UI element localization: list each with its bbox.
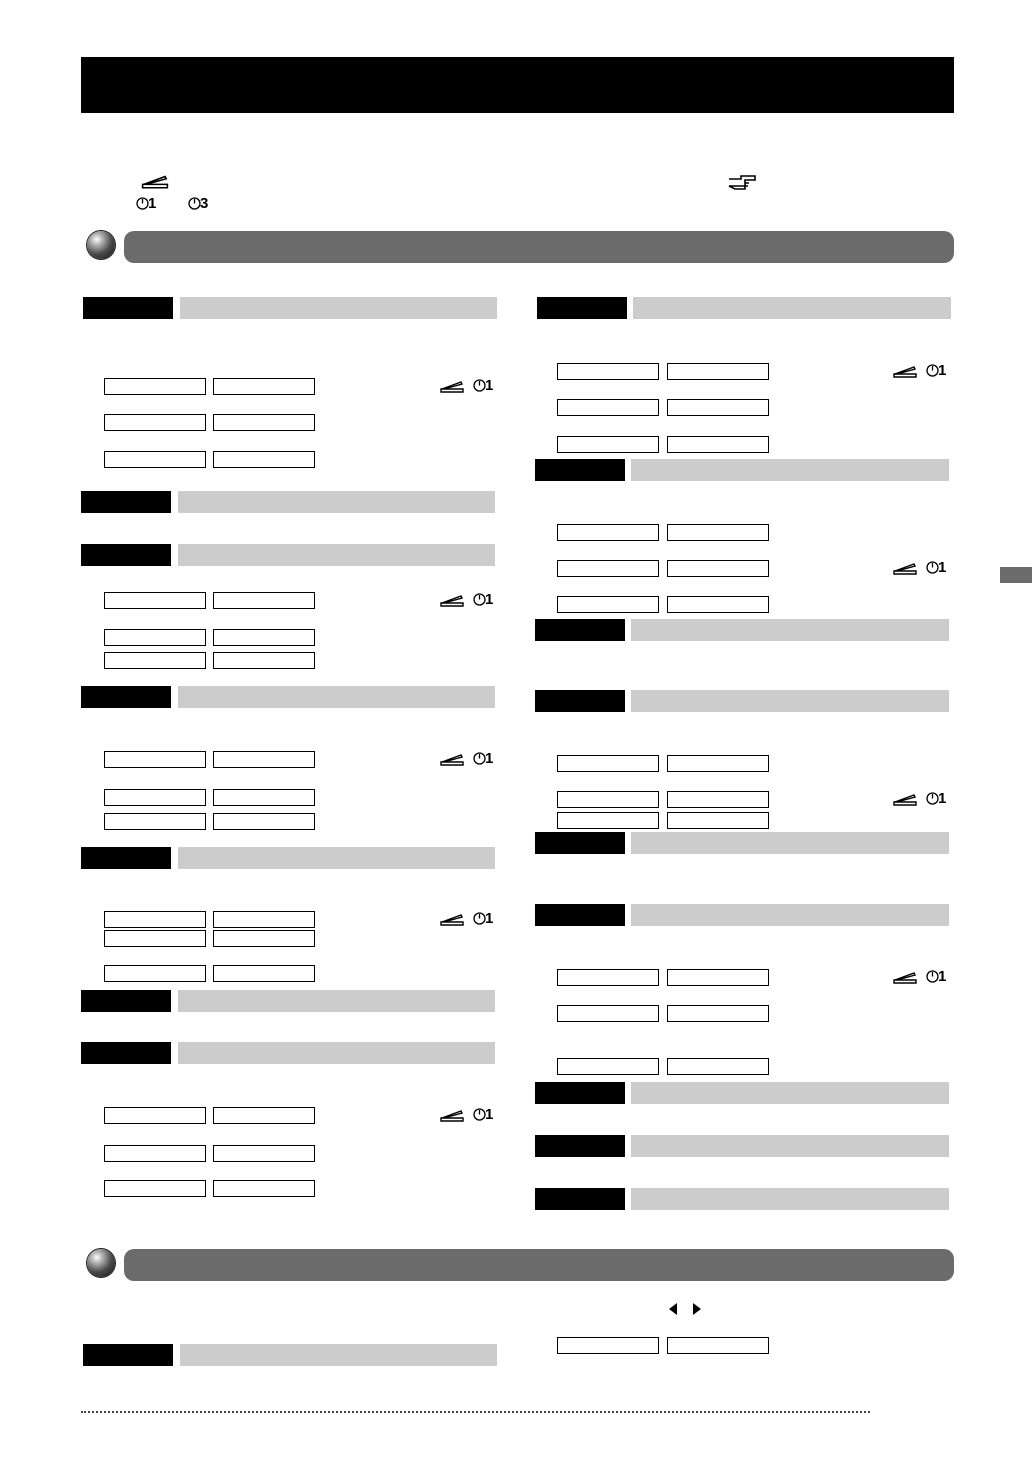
param-type-tag (81, 990, 171, 1012)
param-name-box (104, 1180, 206, 1197)
knob-number: 1 (938, 790, 947, 807)
param-range-box (667, 791, 769, 808)
param-range-box (667, 755, 769, 772)
param-name-box (104, 965, 206, 982)
param-name-box (104, 930, 206, 947)
param-name-box (104, 414, 206, 431)
expression-pedal-icon (439, 751, 465, 767)
param-header (178, 990, 495, 1012)
param-range-box (667, 969, 769, 986)
param-type-tag (535, 904, 625, 926)
knob-1-icon (473, 1107, 497, 1123)
param-header (631, 1082, 949, 1104)
param-header (180, 297, 497, 319)
knob-number: 1 (938, 968, 947, 985)
param-range-box (213, 652, 315, 669)
param-range-box (213, 629, 315, 646)
knob-number: 1 (485, 910, 494, 927)
knob-number: 1 (485, 591, 494, 608)
knob-number: 1 (148, 195, 157, 212)
param-type-tag (535, 1188, 625, 1210)
param-name-box (557, 524, 659, 541)
param-name-box (557, 1337, 659, 1354)
knob-number: 1 (485, 377, 494, 394)
pointing-hand-reference-icon (727, 174, 757, 192)
param-name-box (104, 1145, 206, 1162)
param-type-tag (535, 1082, 625, 1104)
param-range-box (667, 812, 769, 829)
knob-1-icon (926, 969, 950, 985)
param-header (631, 690, 949, 712)
param-name-box (557, 436, 659, 453)
knob-number: 1 (485, 750, 494, 767)
param-name-box (104, 911, 206, 928)
expression-pedal-icon (892, 363, 918, 379)
knob-number: 1 (485, 1106, 494, 1123)
param-range-box (213, 451, 315, 468)
param-range-box (667, 596, 769, 613)
param-name-box (557, 1058, 659, 1075)
param-header (178, 686, 495, 708)
param-type-tag (81, 686, 171, 708)
param-range-box (213, 789, 315, 806)
param-name-box (104, 1107, 206, 1124)
knob-number: 3 (200, 195, 209, 212)
param-header (631, 904, 949, 926)
param-range-box (213, 1145, 315, 1162)
chapter-side-tab (1000, 567, 1032, 583)
knob-number: 1 (938, 559, 947, 576)
section-bullet-icon (87, 1249, 115, 1277)
param-type-tag (535, 619, 625, 641)
param-type-tag (535, 690, 625, 712)
param-header (633, 297, 951, 319)
knob-1-icon (926, 363, 950, 379)
knob-1-icon (136, 196, 160, 212)
param-range-box (667, 363, 769, 380)
param-header (631, 619, 949, 641)
param-type-tag (81, 544, 171, 566)
param-type-tag (535, 1135, 625, 1157)
param-range-box (667, 1058, 769, 1075)
expression-pedal-icon (439, 378, 465, 394)
param-type-tag (81, 847, 171, 869)
footer-dotted-rule (81, 1411, 870, 1413)
param-range-box (213, 592, 315, 609)
param-name-box (104, 751, 206, 768)
param-range-box (213, 1180, 315, 1197)
param-range-box (213, 751, 315, 768)
knob-1-icon (473, 378, 497, 394)
param-name-box (104, 451, 206, 468)
expression-pedal-icon (140, 172, 170, 190)
param-range-box (667, 436, 769, 453)
param-name-box (557, 1005, 659, 1022)
param-range-box (213, 965, 315, 982)
knob-1-icon (926, 791, 950, 807)
knob-3-icon (188, 196, 212, 212)
param-type-tag (537, 297, 627, 319)
param-header (631, 1188, 949, 1210)
param-name-box (104, 652, 206, 669)
param-type-tag (535, 459, 625, 481)
param-name-box (557, 812, 659, 829)
param-header (631, 459, 949, 481)
param-range-box (667, 524, 769, 541)
param-name-box (557, 560, 659, 577)
param-name-box (557, 791, 659, 808)
section-header-bar (124, 231, 954, 263)
knob-1-icon (473, 911, 497, 927)
expression-pedal-icon (439, 1107, 465, 1123)
param-header (178, 544, 495, 566)
expression-pedal-icon (892, 560, 918, 576)
param-header (178, 847, 495, 869)
knob-1-icon (473, 751, 497, 767)
param-name-box (104, 629, 206, 646)
param-range-box (213, 930, 315, 947)
param-range-box (667, 399, 769, 416)
cursor-left-icon (668, 1302, 678, 1316)
param-range-box (213, 414, 315, 431)
expression-pedal-icon (892, 791, 918, 807)
param-type-tag (81, 491, 171, 513)
knob-1-icon (926, 560, 950, 576)
param-range-box (667, 1337, 769, 1354)
param-name-box (557, 596, 659, 613)
param-name-box (557, 969, 659, 986)
param-header (178, 1042, 495, 1064)
param-header (178, 491, 495, 513)
param-range-box (667, 560, 769, 577)
param-range-box (213, 1107, 315, 1124)
param-name-box (104, 592, 206, 609)
page-title-bar (81, 57, 954, 113)
param-name-box (104, 813, 206, 830)
param-name-box (557, 755, 659, 772)
section-bullet-icon (87, 231, 115, 259)
section-header-bar (124, 1249, 954, 1281)
param-name-box (557, 399, 659, 416)
knob-1-icon (473, 592, 497, 608)
param-header (631, 832, 949, 854)
param-header (180, 1344, 497, 1366)
param-type-tag (83, 1344, 173, 1366)
param-range-box (213, 378, 315, 395)
expression-pedal-icon (892, 969, 918, 985)
param-header (631, 1135, 949, 1157)
param-type-tag (83, 297, 173, 319)
knob-number: 1 (938, 362, 947, 379)
param-type-tag (81, 1042, 171, 1064)
param-name-box (104, 789, 206, 806)
param-name-box (104, 378, 206, 395)
param-range-box (213, 813, 315, 830)
expression-pedal-icon (439, 911, 465, 927)
param-range-box (213, 911, 315, 928)
param-type-tag (535, 832, 625, 854)
param-range-box (667, 1005, 769, 1022)
expression-pedal-icon (439, 592, 465, 608)
cursor-right-icon (692, 1302, 702, 1316)
param-name-box (557, 363, 659, 380)
